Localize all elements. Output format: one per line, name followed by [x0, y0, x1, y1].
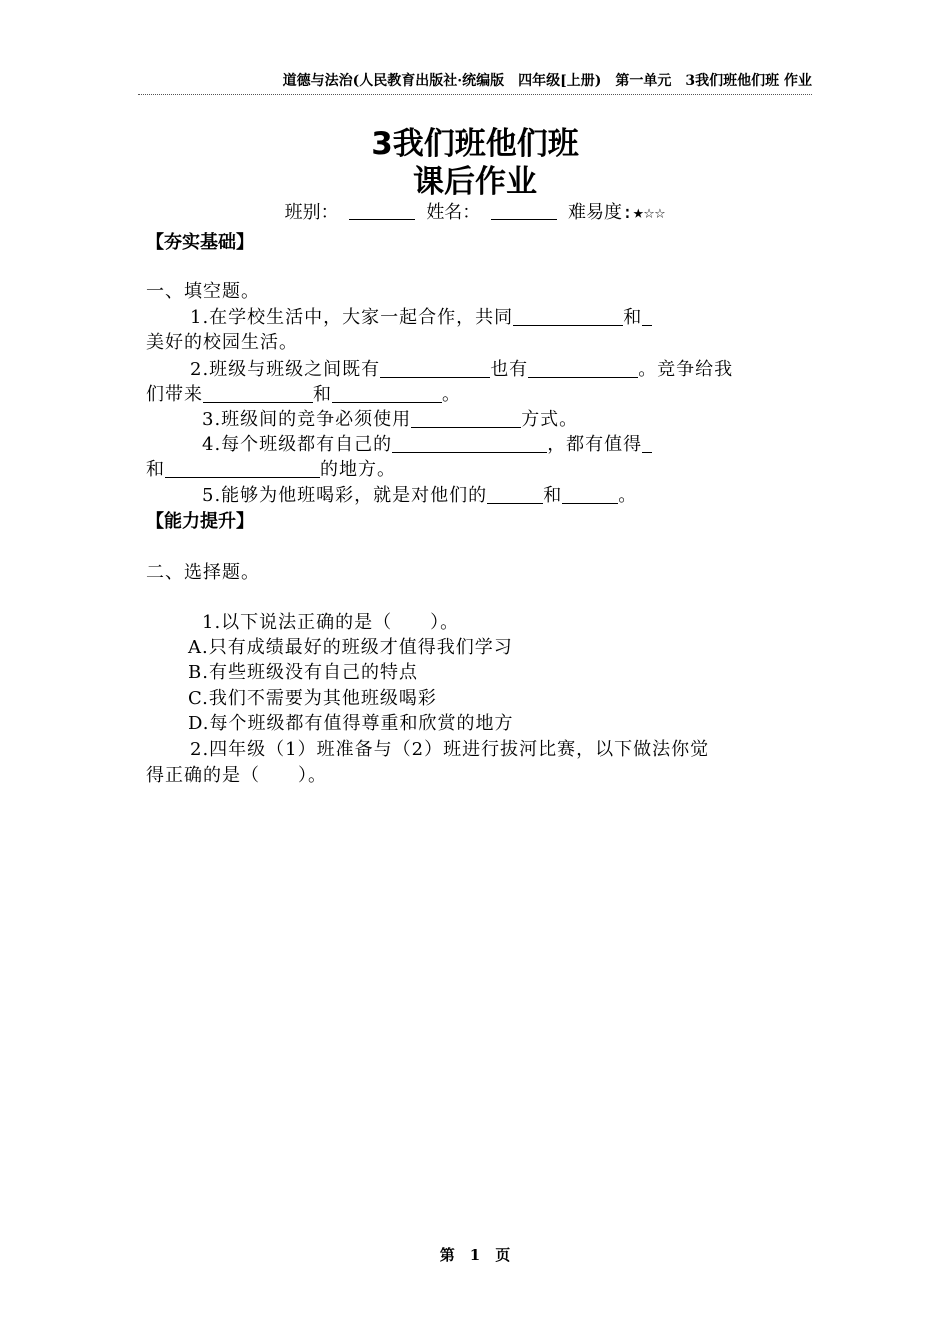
- answer-blank[interactable]: [392, 435, 547, 453]
- page-number: 第 1 页: [439, 1246, 511, 1264]
- page-subtitle: 课后作业: [413, 164, 537, 200]
- fill-heading: 一、填空题。: [146, 281, 260, 302]
- page-title: 3我们班他们班: [371, 126, 579, 162]
- choice-q2-line2: 得正确的是（ ）。: [146, 765, 327, 786]
- fill-q2-line2: 们带来 和 。: [146, 384, 461, 405]
- choice-heading: 二、选择题。: [146, 562, 260, 583]
- answer-blank[interactable]: [642, 308, 652, 326]
- choice-q1-option-b[interactable]: B.有些班级没有自己的特点: [188, 662, 418, 683]
- choice-q1-option-a[interactable]: A.只有成绩最好的班级才值得我们学习: [188, 637, 513, 658]
- choice-q1-option-d[interactable]: D.每个班级都有值得尊重和欣赏的地方: [188, 713, 514, 734]
- fill-q5: 5.能够为他班喝彩，就是对他们的 和 。: [202, 485, 638, 506]
- answer-blank[interactable]: [642, 435, 652, 453]
- answer-blank[interactable]: [411, 410, 521, 428]
- fill-q3: 3.班级间的竞争必须使用 方式。: [202, 409, 579, 430]
- student-info-row: [0, 198, 950, 224]
- fill-q1-line2: 美好的校园生活。: [146, 332, 298, 353]
- choice-q1-option-c[interactable]: C.我们不需要为其他班级喝彩: [188, 688, 437, 709]
- answer-blank[interactable]: [332, 385, 442, 403]
- section-basic: 【夯实基础】: [146, 232, 254, 253]
- answer-blank[interactable]: [562, 486, 618, 504]
- difficulty-stars: ★☆☆: [632, 202, 666, 223]
- answer-blank[interactable]: [165, 460, 320, 478]
- name-label: 姓名：: [426, 202, 481, 223]
- difficulty-label: 难易度:: [568, 202, 633, 223]
- fill-q4-line1: 4.每个班级都有自己的 ，都有值得: [202, 430, 652, 456]
- name-blank[interactable]: [491, 201, 557, 220]
- answer-blank[interactable]: [203, 385, 313, 403]
- fill-q4-line2: 和 的地方。: [146, 459, 396, 480]
- answer-blank[interactable]: [487, 486, 543, 504]
- section-advance: 【能力提升】: [146, 511, 254, 532]
- class-label: 班别：: [284, 202, 339, 223]
- page-header: 道德与法治(人民教育出版社·统编版 四年级[上册) 第一单元 3我们班他们班 作业: [138, 70, 812, 95]
- choice-q1: 1.以下说法正确的是（ ）。: [202, 612, 460, 633]
- fill-q2-line1: 2.班级与班级之间既有 也有 。竞争给我: [190, 359, 734, 380]
- answer-blank[interactable]: [528, 360, 638, 378]
- choice-q2-line1: 2.四年级（1）班准备与（2）班进行拔河比赛，以下做法你觉: [190, 739, 710, 760]
- class-blank[interactable]: [349, 201, 415, 220]
- fill-q1-line1: 1.在学校生活中，大家一起合作，共同 和: [190, 303, 652, 329]
- answer-blank[interactable]: [380, 360, 490, 378]
- answer-blank[interactable]: [513, 308, 623, 326]
